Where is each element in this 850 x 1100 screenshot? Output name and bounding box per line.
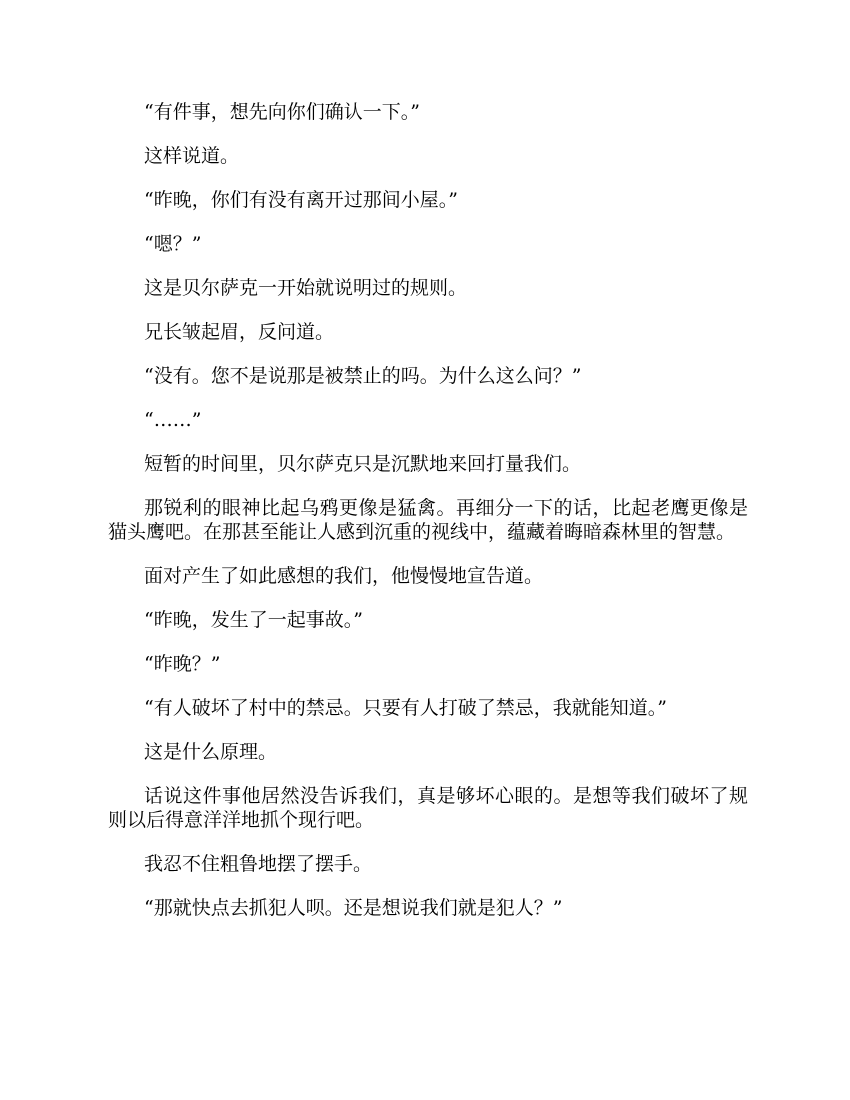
paragraph: “有人破坏了村中的禁忌。只要有人打破了禁忌，我就能知道。”: [144, 697, 667, 719]
paragraph: “昨晚，你们有没有离开过那间小屋。”: [144, 189, 458, 211]
paragraph: “……”: [144, 409, 202, 431]
paragraph: 这样说道。: [144, 145, 240, 167]
paragraph: 话说这件事他居然没告诉我们，真是够坏心眼的。是想等我们破坏了规则以后得意洋洋地抓个现行吧。: [108, 785, 748, 831]
paragraph: 兄长皱起眉，反问道。: [144, 321, 335, 343]
paragraph: “昨晚，发生了一起事故。”: [144, 609, 363, 631]
paragraph: 面对产生了如此感想的我们，他慢慢地宣告道。: [144, 565, 544, 587]
paragraph: “嗯？”: [144, 233, 202, 255]
paragraph: 短暂的时间里，贝尔萨克只是沉默地来回打量我们。: [144, 453, 582, 475]
paragraph: “没有。您不是说那是被禁止的吗。为什么这么问？”: [144, 365, 582, 387]
paragraph: 这是贝尔萨克一开始就说明过的规则。: [144, 277, 468, 299]
paragraph: 那锐利的眼神比起乌鸦更像是猛禽。再细分一下的话，比起老鹰更像是猫头鹰吧。在那甚至能让人感到沉重的视线中，蕴藏着晦暗森林里的智慧。: [108, 497, 748, 543]
text-body: [108, 100, 748, 940]
paragraph: “昨晚？”: [144, 653, 221, 675]
paragraph: 这是什么原理。: [144, 741, 278, 763]
paragraph: “那就快点去抓犯人呗。还是想说我们就是犯人？”: [144, 897, 563, 919]
paragraph: 我忍不住粗鲁地摆了摆手。: [144, 853, 373, 875]
paragraph: “有件事，想先向你们确认一下。”: [144, 101, 420, 123]
